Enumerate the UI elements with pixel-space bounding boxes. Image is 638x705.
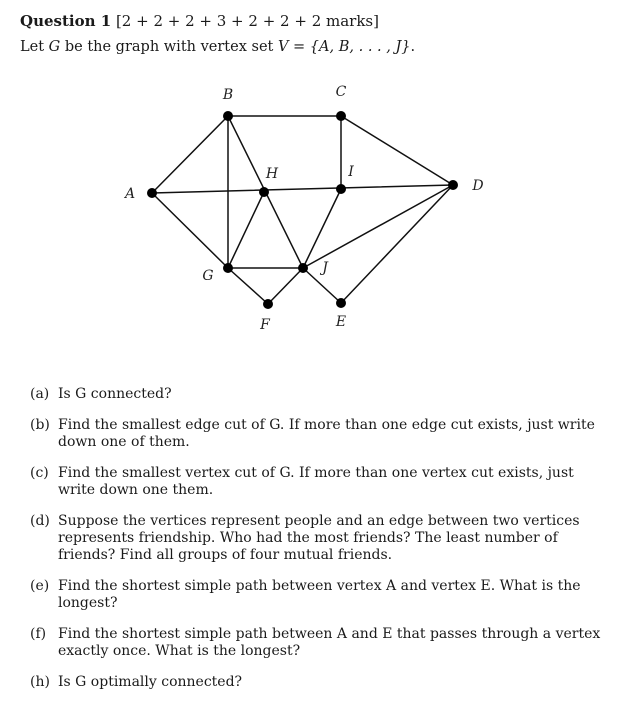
vertex-label-g: G <box>202 268 214 284</box>
vertex-i <box>336 184 346 194</box>
vertex-label-i: I <box>348 164 354 180</box>
vertex-g <box>223 263 233 273</box>
part-text: Suppose the vertices represent people and an edge between two vertices represents friendship. Who had the most friends? The least number of friends? Find all groups of four mutual friends. <box>58 513 580 563</box>
part-a <box>30 386 608 403</box>
vertex-label-b: B <box>222 87 234 103</box>
vertex-f <box>263 299 273 309</box>
vertex-a <box>147 188 157 198</box>
intro-graph-symbol: G <box>48 39 61 55</box>
part-text: Find the smallest vertex cut of G. If more than one vertex cut exists, just write down one them. <box>58 465 574 498</box>
question-title <box>20 12 379 30</box>
part-tag: (d) <box>30 513 50 529</box>
edge-c-d <box>341 116 453 185</box>
part-d <box>30 513 608 564</box>
question-intro <box>20 39 415 55</box>
part-e <box>30 578 608 612</box>
vertex-label-j: J <box>322 260 328 276</box>
part-tag: (e) <box>30 578 50 594</box>
vertex-d <box>448 180 458 190</box>
vertex-label-c: C <box>335 84 347 100</box>
edge-h-g <box>228 192 264 268</box>
part-f <box>30 626 608 660</box>
vertex-b <box>223 111 233 121</box>
part-b <box>30 417 608 451</box>
part-text: Is G optimally connected? <box>58 674 243 690</box>
graph-labels <box>123 84 484 333</box>
edge-d-j <box>303 185 453 268</box>
vertex-label-e: E <box>335 314 347 330</box>
edge-a-d <box>152 185 453 193</box>
part-c <box>30 465 608 499</box>
part-tag: (c) <box>30 465 49 481</box>
question-parts <box>30 386 608 705</box>
edge-g-f <box>228 268 268 304</box>
question-label: Question 1 <box>20 12 112 30</box>
part-tag: (a) <box>30 386 50 402</box>
intro-prefix: Let <box>20 39 49 55</box>
part-tag: (f) <box>30 626 47 642</box>
intro-middle: be the graph with vertex set <box>60 39 278 55</box>
part-tag: (h) <box>30 674 50 690</box>
part-tag: (b) <box>30 417 50 433</box>
intro-vertex-set: V = {A, B, . . . , J} <box>277 39 411 55</box>
edge-f-j <box>268 268 303 304</box>
vertex-j <box>298 263 308 273</box>
vertex-label-a: A <box>124 186 136 202</box>
part-text: Find the shortest simple path between vertex A and vertex E. What is the longest? <box>58 578 581 611</box>
part-text: Find the smallest edge cut of G. If more than one edge cut exists, just write down one of them. <box>58 417 595 450</box>
question-marks: [2 + 2 + 2 + 3 + 2 + 2 + 2 marks] <box>115 12 379 30</box>
vertex-h <box>259 187 269 197</box>
graph-vertices <box>147 111 458 309</box>
vertex-label-f: F <box>260 317 270 333</box>
edge-a-b <box>152 116 228 193</box>
edge-d-e <box>341 185 453 303</box>
edge-i-j <box>303 189 341 268</box>
vertex-e <box>336 298 346 308</box>
graph-figure <box>0 70 638 350</box>
part-text: Is G connected? <box>58 386 172 402</box>
part-h <box>30 674 608 691</box>
graph-edges <box>152 116 453 304</box>
edge-a-g <box>152 193 228 268</box>
vertex-c <box>336 111 346 121</box>
vertex-label-d: D <box>472 178 484 194</box>
intro-suffix: . <box>410 39 416 55</box>
part-text: Find the shortest simple path between A and E that passes through a vertex exactly once. What is the longest? <box>58 626 601 659</box>
vertex-label-h: H <box>265 166 279 182</box>
